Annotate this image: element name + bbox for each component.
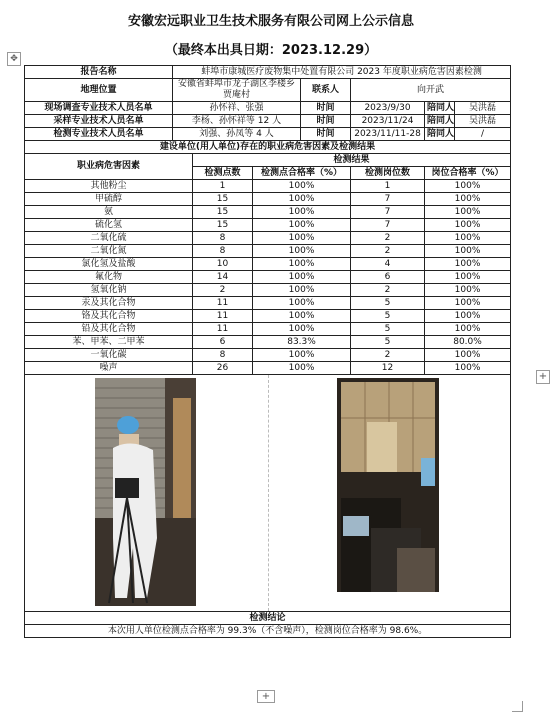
post-rate-cell: 100% xyxy=(425,258,511,271)
posts-cell: 6 xyxy=(351,271,425,284)
location: 安徽省蚌埠市龙子湖区李楼乡贾庵村 xyxy=(173,79,301,102)
report-name: 蚌埠市康城医疗废物集中处置有限公司 2023 年度职业病危害因素检测 xyxy=(173,66,511,79)
survey-time: 2023/9/30 xyxy=(351,102,425,115)
point-rate-cell: 100% xyxy=(253,219,351,232)
post-rate-cell: 100% xyxy=(425,271,511,284)
table-row xyxy=(25,219,511,232)
post-rate-cell: 100% xyxy=(425,349,511,362)
points-cell: 10 xyxy=(193,258,253,271)
table-row xyxy=(25,180,511,193)
factor-cell: 氯化氢及盐酸 xyxy=(25,258,193,271)
location-label: 地理位置 xyxy=(25,79,173,102)
posts-cell: 1 xyxy=(351,180,425,193)
issue-date: （最终本出具日期：2023.12.29） xyxy=(164,43,378,58)
factor-header: 职业病危害因素 xyxy=(25,154,193,180)
posts-cell: 12 xyxy=(351,362,425,375)
point-rate-cell: 100% xyxy=(253,271,351,284)
points-cell: 26 xyxy=(193,362,253,375)
sampling-escort: 吴洪磊 xyxy=(455,115,511,128)
point-rate-cell: 100% xyxy=(253,232,351,245)
point-rate-cell: 100% xyxy=(253,206,351,219)
point-rate-cell: 100% xyxy=(253,362,351,375)
points-cell: 1 xyxy=(193,180,253,193)
posts-cell: 5 xyxy=(351,336,425,349)
table-row xyxy=(25,349,511,362)
sampling-time: 2023/11/24 xyxy=(351,115,425,128)
table-row xyxy=(25,297,511,310)
posts-cell: 7 xyxy=(351,206,425,219)
table-row xyxy=(25,336,511,349)
table-resize-handle[interactable] xyxy=(512,701,523,712)
post-rate-cell: 100% xyxy=(425,297,511,310)
testing-time: 2023/11/11-28 xyxy=(351,128,425,141)
add-column-icon[interactable]: + xyxy=(536,370,550,384)
testing-time-label: 时间 xyxy=(301,128,351,141)
table-row xyxy=(25,284,511,297)
posts-cell: 2 xyxy=(351,284,425,297)
testing-staff: 刘强、孙凤等 4 人 xyxy=(173,128,301,141)
factor-cell: 氢氧化钠 xyxy=(25,284,193,297)
table-row xyxy=(25,245,511,258)
points-cell: 11 xyxy=(193,297,253,310)
point-rate-cell: 83.3% xyxy=(253,336,351,349)
factor-cell: 汞及其化合物 xyxy=(25,297,193,310)
post-rate-cell: 100% xyxy=(425,193,511,206)
points-cell: 8 xyxy=(193,245,253,258)
post-rate-cell: 100% xyxy=(425,180,511,193)
table-row xyxy=(25,206,511,219)
points-cell: 11 xyxy=(193,323,253,336)
table-row xyxy=(25,323,511,336)
point-rate-cell: 100% xyxy=(253,323,351,336)
table-row xyxy=(25,271,511,284)
post-rate-cell: 100% xyxy=(425,362,511,375)
posts-cell: 5 xyxy=(351,323,425,336)
post-rate-cell: 100% xyxy=(425,284,511,297)
col-posts-header: 检测岗位数 xyxy=(351,167,425,180)
table-row xyxy=(25,232,511,245)
site-photos xyxy=(25,375,511,612)
sampling-escort-label: 陪同人 xyxy=(425,115,455,128)
points-cell: 15 xyxy=(193,206,253,219)
table-move-handle-icon[interactable]: ✥ xyxy=(7,52,21,66)
table-row xyxy=(25,193,511,206)
factor-cell: 甲硫醇 xyxy=(25,193,193,206)
survey-staff: 孙怀祥、张强 xyxy=(173,102,301,115)
factor-cell: 二氧化硫 xyxy=(25,232,193,245)
col-points-header: 检测点数 xyxy=(193,167,253,180)
col-post-rate-header: 岗位合格率（%） xyxy=(425,167,511,180)
factor-cell: 氟化物 xyxy=(25,271,193,284)
point-rate-cell: 100% xyxy=(253,258,351,271)
testing-escort: / xyxy=(455,128,511,141)
conclusion-title: 检测结论 xyxy=(25,612,511,625)
posts-cell: 7 xyxy=(351,193,425,206)
factor-cell: 其他粉尘 xyxy=(25,180,193,193)
table-row xyxy=(25,362,511,375)
col-point-rate-header: 检测点合格率（%） xyxy=(253,167,351,180)
post-rate-cell: 100% xyxy=(425,206,511,219)
points-cell: 2 xyxy=(193,284,253,297)
points-cell: 14 xyxy=(193,271,253,284)
post-rate-cell: 100% xyxy=(425,323,511,336)
point-rate-cell: 100% xyxy=(253,310,351,323)
contact-label: 联系人 xyxy=(301,79,351,102)
table-row xyxy=(25,258,511,271)
sampling-staff-label: 采样专业技术人员名单 xyxy=(25,115,173,128)
post-rate-cell: 80.0% xyxy=(425,336,511,349)
survey-escort: 吴洪磊 xyxy=(455,102,511,115)
post-rate-cell: 100% xyxy=(425,245,511,258)
factor-cell: 苯、甲苯、二甲苯 xyxy=(25,336,193,349)
posts-cell: 7 xyxy=(351,219,425,232)
point-rate-cell: 100% xyxy=(253,245,351,258)
result-rows xyxy=(25,180,511,375)
points-cell: 15 xyxy=(193,219,253,232)
points-cell: 15 xyxy=(193,193,253,206)
posts-cell: 5 xyxy=(351,297,425,310)
testing-escort-label: 陪同人 xyxy=(425,128,455,141)
survey-escort-label: 陪同人 xyxy=(425,102,455,115)
point-rate-cell: 100% xyxy=(253,284,351,297)
factor-cell: 氨 xyxy=(25,206,193,219)
site-photo-sampling xyxy=(95,378,196,606)
contact: 向开武 xyxy=(351,79,511,102)
table-row xyxy=(25,310,511,323)
add-row-icon[interactable]: + xyxy=(257,690,275,703)
posts-cell: 4 xyxy=(351,258,425,271)
point-rate-cell: 100% xyxy=(253,180,351,193)
factor-cell: 噪声 xyxy=(25,362,193,375)
points-cell: 8 xyxy=(193,232,253,245)
survey-staff-label: 现场调查专业技术人员名单 xyxy=(25,102,173,115)
sampling-time-label: 时间 xyxy=(301,115,351,128)
points-cell: 11 xyxy=(193,310,253,323)
points-cell: 8 xyxy=(193,349,253,362)
point-rate-cell: 100% xyxy=(253,297,351,310)
report-name-label: 报告名称 xyxy=(25,66,173,79)
posts-cell: 2 xyxy=(351,232,425,245)
point-rate-cell: 100% xyxy=(253,193,351,206)
site-photo-office xyxy=(337,378,439,592)
factor-cell: 二氧化氮 xyxy=(25,245,193,258)
testing-staff-label: 检测专业技术人员名单 xyxy=(25,128,173,141)
survey-time-label: 时间 xyxy=(301,102,351,115)
page-title: 安徽宏远职业卫生技术服务有限公司网上公示信息 xyxy=(127,14,414,29)
points-cell: 6 xyxy=(193,336,253,349)
sampling-staff: 李杨、孙怀祥等 12 人 xyxy=(173,115,301,128)
posts-cell: 2 xyxy=(351,245,425,258)
post-rate-cell: 100% xyxy=(425,219,511,232)
results-section-title: 建设单位(用人单位)存在的职业病危害因素及检测结果 xyxy=(25,141,511,154)
conclusion-text: 本次用人单位检测点合格率为 99.3%（不含噪声），检测岗位合格率为 98.6%。 xyxy=(25,625,511,638)
factor-cell: 铬及其化合物 xyxy=(25,310,193,323)
posts-cell: 5 xyxy=(351,310,425,323)
photo-divider xyxy=(268,375,269,611)
posts-cell: 2 xyxy=(351,349,425,362)
post-rate-cell: 100% xyxy=(425,310,511,323)
post-rate-cell: 100% xyxy=(425,232,511,245)
factor-cell: 一氧化碳 xyxy=(25,349,193,362)
factor-cell: 硫化氢 xyxy=(25,219,193,232)
disclosure-table xyxy=(24,65,511,638)
result-header: 检测结果 xyxy=(193,154,511,167)
factor-cell: 铅及其化合物 xyxy=(25,323,193,336)
point-rate-cell: 100% xyxy=(253,349,351,362)
